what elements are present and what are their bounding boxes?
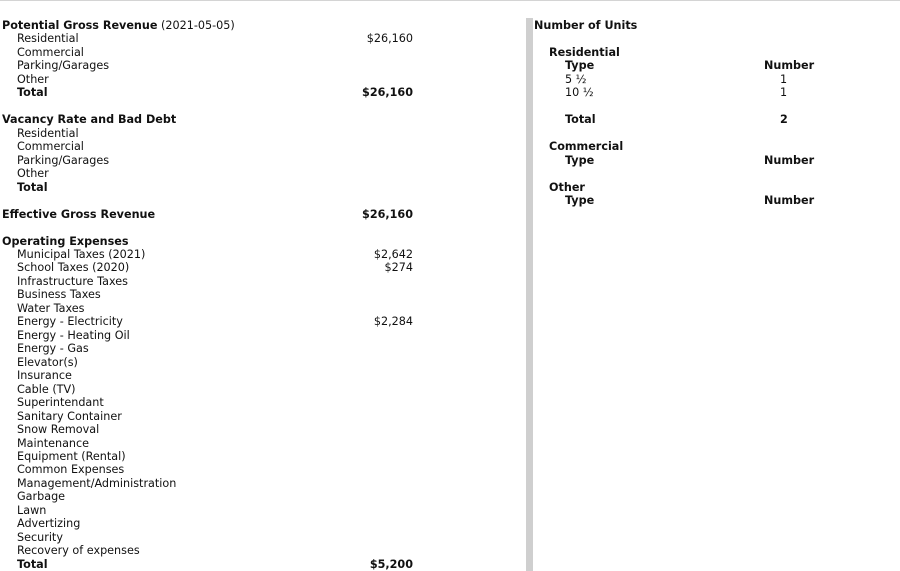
other-number-header: Number [764,194,815,208]
residential-type-header: Type [565,59,595,73]
operating-expenses-rows [2,248,422,558]
expense-row-value: $274 [384,261,413,275]
residential-unit-number: 1 [780,72,788,86]
expense-row-label: Energy - Electricity [17,315,123,329]
residential-unit-type: 5 ½ [565,72,587,86]
expense-row-label: Sanitary Container [17,409,122,423]
expense-row [2,329,422,342]
expense-row [2,544,422,557]
units-title: Number of Units [534,19,638,32]
gross-revenue-heading [2,19,422,32]
gross-revenue-row-label: Residential [17,32,79,46]
expense-row [2,315,422,328]
gross-revenue-total-value: $26,160 [362,86,413,100]
commercial-number-header: Number [764,153,815,167]
gross-revenue-row-label: Other [17,72,49,86]
expense-row-label: Maintenance [17,436,90,450]
expense-row [2,437,422,450]
operating-expenses-total-value: $5,200 [369,557,413,571]
top-border [0,0,900,1]
expense-row-label: Recovery of expenses [17,544,140,558]
residential-title: Residential [549,45,620,59]
residential-unit-type: 10 ½ [565,86,594,100]
expense-row-label: Snow Removal [17,423,100,437]
gross-revenue-row-label: Commercial [17,45,84,59]
expense-row-label: Municipal Taxes (2021) [17,247,146,261]
expense-row-label: Lawn [17,503,47,517]
vacancy-title: Vacancy Rate and Bad Debt [2,113,177,127]
expense-row [2,248,422,261]
expense-row-value: $2,642 [373,247,413,261]
expense-row [2,463,422,476]
units-column [534,19,900,208]
expense-row-label: Insurance [17,369,72,383]
gross-revenue-row-value: $26,160 [366,32,413,46]
expense-row [2,423,422,436]
residential-header-row [534,59,900,72]
expense-row-label: Cable (TV) [17,382,76,396]
expense-row [2,410,422,423]
expense-row [2,369,422,382]
effective-gross-revenue-row [2,208,422,221]
expense-row-label: Equipment (Rental) [17,450,126,463]
vacancy-total-label: Total [17,180,48,194]
gross-revenue-row [2,73,422,86]
vacancy-row-label: Residential [17,126,79,140]
gross-revenue-total-label: Total [17,86,48,100]
expense-row [2,383,422,396]
expense-row [2,504,422,517]
expense-row-label: Management/Administration [17,476,177,490]
residential-unit-number: 1 [780,86,788,100]
other-type-header: Type [565,194,595,208]
expense-row-label: Elevator(s) [17,355,78,369]
effective-gross-revenue-value: $26,160 [362,207,413,221]
expense-row [2,517,422,530]
expense-row [2,302,422,315]
residential-total-label: Total [565,113,596,127]
expense-row-label: Superintendant [17,396,104,410]
expense-row [2,477,422,490]
expense-row-label: Water Taxes [17,301,85,315]
expense-row-label: Garbage [17,490,66,504]
expense-row [2,531,422,544]
residential-total-value: 2 [780,113,788,127]
expense-row [2,342,422,355]
expense-row-label: Energy - Heating Oil [17,328,130,342]
expense-row [2,261,422,274]
effective-gross-revenue-label: Effective Gross Revenue [2,207,156,221]
gross-revenue-row [2,46,422,59]
gross-revenue-row [2,32,422,45]
revenue-expenses-column [2,19,422,571]
residential-unit-row [534,86,900,99]
gross-revenue-title: Potential Gross Revenue [2,19,158,32]
expense-row [2,275,422,288]
expense-row-label: Business Taxes [17,288,101,302]
expense-row [2,396,422,409]
residential-total-row [534,113,900,126]
expense-row [2,450,422,463]
gross-revenue-total-row [2,86,422,99]
expense-row-label: Security [17,530,63,544]
residential-number-header: Number [764,59,815,73]
gross-revenue-date: (2021-05-05) [161,19,235,32]
operating-expenses-total-label: Total [17,557,48,571]
operating-expenses-total-row [2,558,422,571]
expense-row-label: Advertizing [17,517,81,531]
other-header-row [534,194,900,207]
expense-row [2,356,422,369]
residential-rows [534,73,900,100]
expense-row-label: Energy - Gas [17,342,89,356]
gross-revenue-row [2,59,422,72]
vacancy-row-label: Other [17,167,49,181]
commercial-header-row [534,154,900,167]
residential-unit-row [534,73,900,86]
expense-row [2,288,422,301]
expense-row-label: Infrastructure Taxes [17,274,128,288]
expense-row-label: Common Expenses [17,463,125,477]
expense-row [2,490,422,503]
commercial-title: Commercial [549,140,624,154]
gross-revenue-rows [2,32,422,86]
vacancy-rows [2,127,422,181]
gross-revenue-row-label: Parking/Garages [17,59,110,73]
other-title: Other [549,180,585,194]
column-divider [526,18,533,571]
commercial-type-header: Type [565,153,595,167]
vacancy-row-label: Parking/Garages [17,153,110,167]
expense-row-label: School Taxes (2020) [17,261,130,275]
operating-expenses-title: Operating Expenses [2,234,129,248]
vacancy-row-label: Commercial [17,140,84,154]
expense-row-value: $2,284 [373,315,413,329]
